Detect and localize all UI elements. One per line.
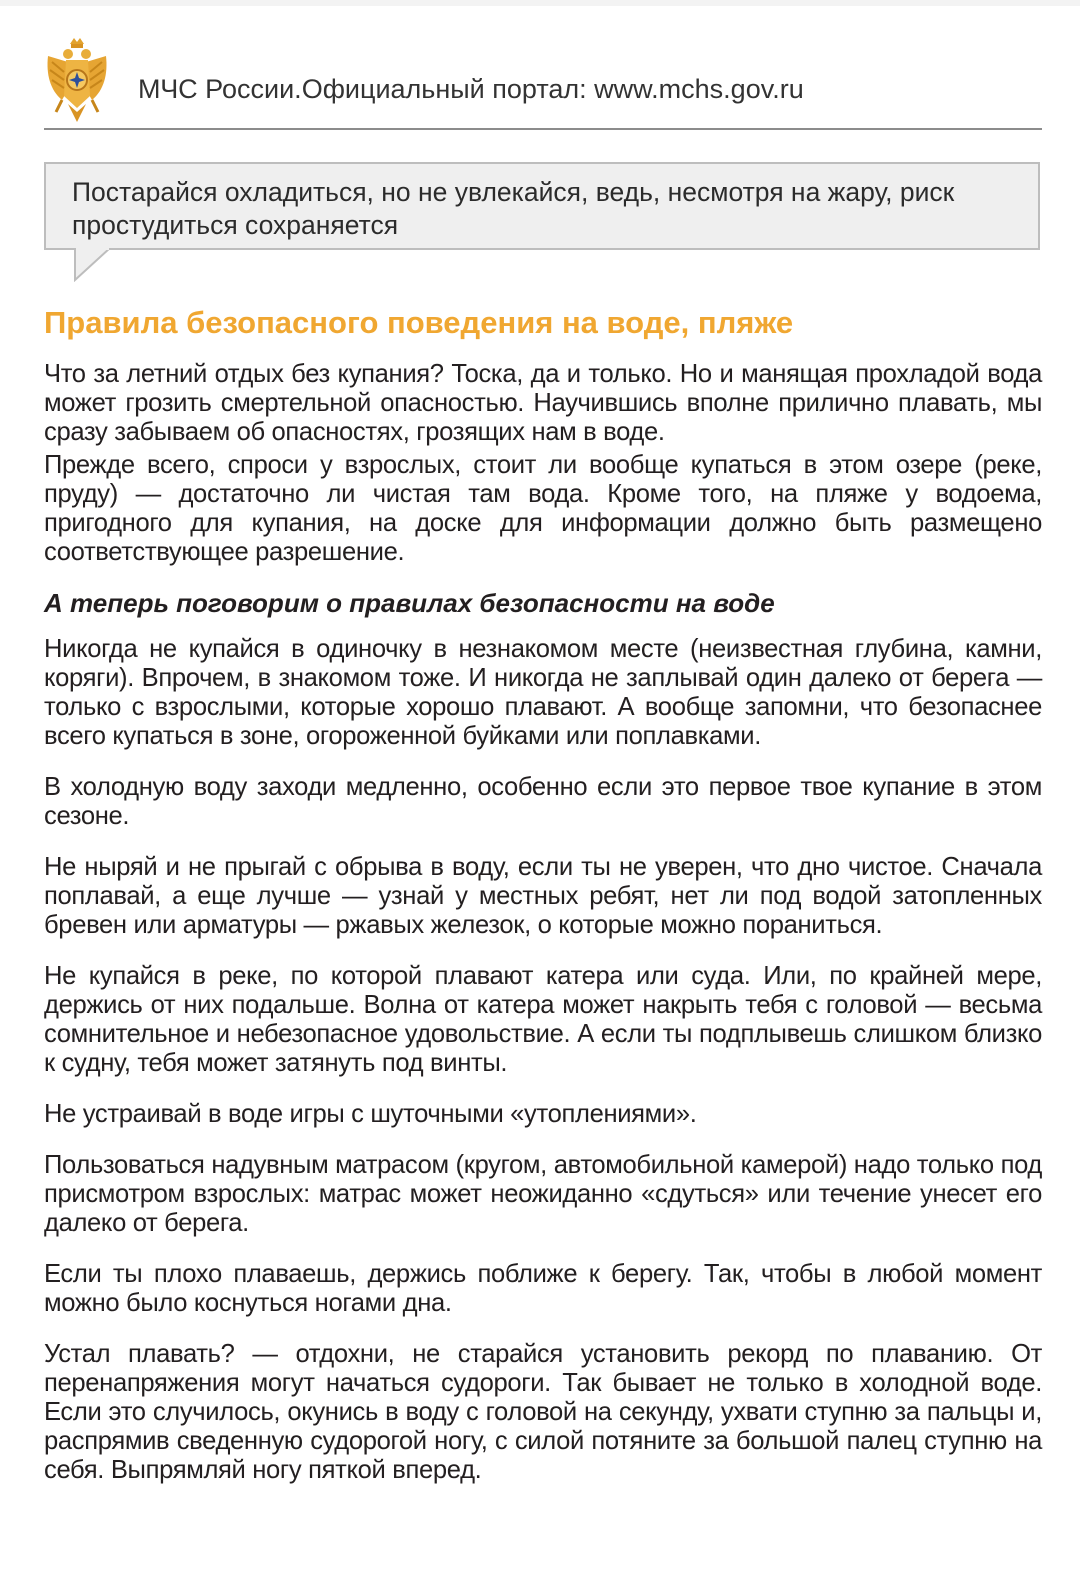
mchs-emblem-icon (44, 38, 110, 124)
safety-rule-paragraph: Не купайся в реке, по которой плавают катера или суда. Или, по крайней мере, держись от них подальше. Волна от катера может накрыть тебя с головой — весьма сомнительное и небезопасное удовольствие. А если ты подплывешь слишком близко к судну, тебя может затянуть под винты. (44, 962, 1042, 1077)
section-heading: Правила безопасного поведения на воде, пляже (44, 305, 794, 340)
callout-tail-pointer (74, 248, 114, 282)
safety-rule-paragraph: Не ныряй и не прыгай с обрыва в воду, если ты не уверен, что дно чистое. Сначала поплавай, а еще лучше — узнай у местных ребят, нет ли под водой затопленных бревен или арматуры — ржавых железок, о которые можно пораниться. (44, 853, 1042, 939)
safety-rules-subheading: А теперь поговорим о правилах безопасности на воде (44, 588, 775, 618)
tip-callout-text: Постарайся охладиться, но не увлекайся, ведь, несмотря на жару, риск простудиться сохраняется (72, 177, 955, 240)
tip-callout-box (44, 162, 1040, 250)
safety-rule-paragraph: Если ты плохо плаваешь, держись поближе к берегу. Так, чтобы в любой момент можно было коснуться ногами дна. (44, 1260, 1042, 1317)
top-edge-strip (0, 0, 1080, 6)
header-divider (44, 128, 1042, 130)
article-body (44, 360, 1042, 1485)
intro-paragraph: Что за летний отдых без купания? Тоска, да и только. Но и манящая прохладой вода может грозить смертельной опасностью. Научившись вполне прилично плавать, мы сразу забываем об опасностях, грозящих нам в воде. (44, 360, 1042, 446)
safety-rule-paragraph: Никогда не купайся в одиночку в незнакомом месте (неизвестная глубина, камни, коряги). Впрочем, в знакомом тоже. И никогда не заплывай один далеко от берега — только с взрослыми, которые хорошо плавают. А вообще запомни, что безопаснее всего купаться в зоне, огороженной буйками или поплавками. (44, 635, 1042, 750)
page-header (44, 38, 1042, 128)
safety-rule-paragraph: Устал плавать? — отдохни, не старайся установить рекорд по плаванию. От перенапряжения могут начаться судороги. Так бывает не только в холодной воде. Если это случилось, окунись в воду с головой на секунду, ухвати ступню за пальцы и, распрямив сведенную судорогой ногу, с силой потяните за большой палец ступню на себя. Выпрямляй ногу пяткой вперед. (44, 1340, 1042, 1484)
intro-paragraph: Прежде всего, спроси у взрослых, стоит ли вообще купаться в этом озере (реке, пруду) — достаточно ли чистая там вода. Кроме того, на пляже у водоема, пригодного для купания, на доске для информации должно быть размещено соответствующее разрешение. (44, 451, 1042, 566)
safety-rule-paragraph: Не устраивай в воде игры с шуточными «утоплениями». (44, 1100, 697, 1128)
safety-rule-paragraph: Пользоваться надувным матрасом (кругом, автомобильной камерой) надо только под присмотром взрослых: матрас может неожиданно «сдуться» или течение унесет его далеко от берега. (44, 1151, 1042, 1237)
portal-title: МЧС России.Официальный портал: www.mchs.gov.ru (138, 74, 804, 104)
safety-rule-paragraph: В холодную воду заходи медленно, особенно если это первое твое купание в этом сезоне. (44, 773, 1042, 830)
